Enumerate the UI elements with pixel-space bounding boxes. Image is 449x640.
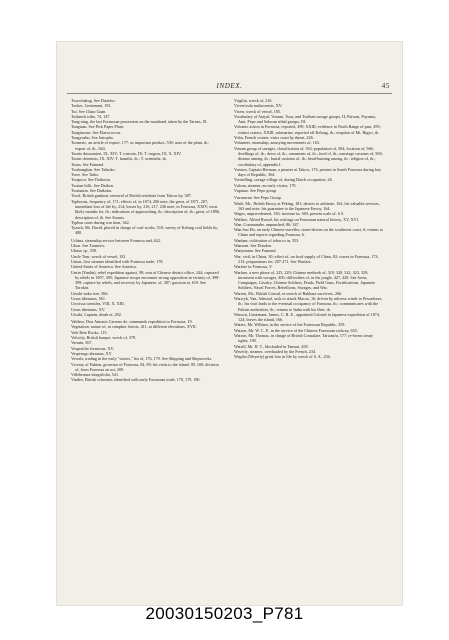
- index-entry: Vuputao. See Pepo group.: [234, 188, 278, 194]
- header-rule: [67, 93, 392, 94]
- running-title: INDEX.: [216, 82, 243, 90]
- index-entry: Ulmus sp., 558.: [71, 248, 98, 254]
- index-entry: Vindex, British schooner, identified with early Formosan trade, 178, 179, 186.: [71, 377, 201, 383]
- index-entry: Twod, British gunboat, removal of British residents from Takow by, 387.: [71, 193, 192, 199]
- index-entry: War, civil, in China, 30; effect of, on food supply of China, 82; scares in Formosa, 173, 213; preparations for, 207-271. See Warfare.: [234, 253, 379, 264]
- index-entry: Tungyushu. See Jatropha.: [71, 135, 114, 141]
- index-entry: Watson, Mr. W. C. P., in the service of the Chinese Formosan railway, 635.: [234, 327, 358, 333]
- index-entry: Vocabulary of Atayal, Vonum, Tsou, and Tsalisen savage groups, II; Paiwan, Puyuma, Ami, Pepo and Sekwan tribal groups, III.: [234, 113, 376, 125]
- index-entry: Vuvanwan. See Pepo Group.: [234, 195, 282, 201]
- index-entry: Urocissa caerulea, VIII, X, XIII.: [71, 301, 125, 307]
- index-entry: Warfare, a new phase of, 225, 229; Chinese methods of, 319, 320, 322, 323, 329; inconsent with savages, 400; difficulties of, in the jungle, 427, 428. See Arms, Campaigns, Cavalry, Chinese Soldiers, Feuds, Field Guns, Fortifications, Japanese Soldiers, Naval Forces, Rebellions, Savages, and War.: [234, 269, 376, 291]
- index-entry: Vonters, Captain Herman, a pioneer at Takow, 173; present in South Formosa during last days of Republic, 364.: [234, 166, 381, 178]
- index-entry: Typhoons, frequency of, 171; effects of, in 1874, 206 note; the great, of 1871, 207; immediate loss of life by, 214; losses by, 216, 217, 236 note; in Formosa, XXIV; most likely months for, ib.; indications of approaching, ib.; description of, ib.; great, of 1896, description of, ib. See Storms.: [71, 198, 221, 220]
- index-entry: Twee. See Taiho.: [71, 172, 100, 178]
- index-entry: Tui. See Chiao Gaan.: [71, 108, 107, 114]
- index-column-right: [234, 98, 384, 360]
- index-entry: Watsill, Mr. H. T., blockaded in Tamsui, 458.: [234, 343, 309, 349]
- index-entry: Vulcan, steamer, an early visitor, 179.: [234, 182, 297, 188]
- index-entry: Vespertilio formosus, XV.: [71, 345, 114, 351]
- page-number: 45: [381, 82, 390, 90]
- index-entry: Twakangkan. See Taikoko.: [71, 166, 116, 172]
- index-entry: Villebrunea integrifolia, 541.: [71, 372, 120, 378]
- index-entry: Wegiba (Weyerly) great loss in life by wreck of S. S., 236.: [234, 354, 331, 360]
- index-entry: Vorstelling, savage village of, during Dutch occupation, 26.: [234, 177, 333, 183]
- index-entry: Ursus tibetanus, XV.: [71, 306, 106, 312]
- index-entry: Union, first steamer identified with Formosa trade, 178.: [71, 258, 164, 264]
- index-entry: Watson, Mr. Thomas, in charge of British Consulate, Taiwanfu, 177; re-forms treaty rights, 190.: [234, 333, 373, 344]
- index-entry: Tucker, Lieutenant, 181.: [71, 103, 112, 109]
- index-entry: Twapoca. See Daikorin.: [71, 177, 111, 183]
- index-entry: Wasson, Lieutenant, James, C. R. E., appointed Colonel in Japanese expedition of 1874, 124; leaves the island, 166.: [234, 311, 380, 323]
- index-entry: Urushi-noko tree, 566.: [71, 290, 109, 296]
- index-entry: Twaschakug. See Daiacho.: [71, 98, 116, 103]
- index-entry: Vegetation, nature of, in camphor forests, 411; at different elevations, XVII.: [71, 324, 197, 330]
- index-entry: Volta, French cruiser, visits coast by threat, 226.: [234, 135, 314, 141]
- index-entry: Wan Sao Ho, an early Chinese traveller, storm-driven on the southwest coast, 6; returns to China and reports regarding Formosa, 6.: [234, 227, 384, 238]
- index-entry: Volunteer, steamship, annoying movements of, 163.: [234, 140, 320, 146]
- index-entry: Turtur chinensis, IX, XIV; T. humilis, ib.; T. orientalis, ib.: [71, 156, 167, 162]
- index-entry: Wallace, Alfred Russel, his writings on Formosan natural history, XV, XVI.: [234, 216, 360, 222]
- index-entry: Turnix dussumieri, IX, XIV; T. rostrata, IX; T. taigoor, IX, X, XIV.: [71, 150, 182, 156]
- index-entry: Wanyuntan. See Famond.: [234, 248, 277, 254]
- book-page: [57, 42, 402, 605]
- index-entry: Wan, Commander, unpunched, 86, 347.: [234, 221, 300, 227]
- index-entry: Ukon. See Turmeric.: [71, 243, 106, 249]
- index-entry: Viceroy of Fukien, governor of Formosa, 84, 99; his visits to the island, 99, 100; division of, from Formosa an act, 209.: [71, 361, 219, 372]
- index-entry: Typhus cases during war time, 342.: [71, 219, 130, 225]
- index-entry: Ursus tibetanus, 561.: [71, 295, 106, 301]
- index-entry: Warren, Mr., British Consul, in search of Bakhara survivors, 266.: [234, 290, 343, 296]
- index-entry: Tuibaeck tribe, 74, 147.: [71, 113, 111, 119]
- index-entry: Velocity, British barque, wreck of, 379.: [71, 335, 137, 341]
- index-entry: Unrin (Yunlin), rebel expedition against, 98; seat of Chinese district office, 244; captured by rebels in 1907, 395; Japanese troops encounter strong opposition in vicinity of, 398-399; capture by rebels, and recovery by Japanese, of, 387; garrison at, 619. See Torokin.: [71, 269, 220, 291]
- index-entry: Utsuki, Captain, death of, 292.: [71, 311, 122, 317]
- index-entry: Tyzack, Mr. David, placed in charge of coal works, 510; survey of Kelung coal fields by, 480.: [71, 225, 219, 236]
- index-entry: Wages, unprecedented, 130; increase in, 369; present scale of, 6 0.: [234, 211, 344, 217]
- index-entry: Vele Rete Rocks, 115.: [71, 329, 108, 335]
- index-entry: Uchina, steamship service between Formosa and, 622.: [71, 237, 162, 243]
- index-entry: Wanban, cultivation of tobacco in, 353.: [234, 237, 300, 243]
- index-entry: Turmeric, an article of export, 177; as important product, 530; uses of the plant, ib.; export of, ib., 644.: [71, 140, 210, 151]
- index-entry: Virgilia, wreck of, 216.: [234, 98, 273, 103]
- index-entry: Valdeso, Don Antonio Carreno de, commands expedition to Formosa, 19.: [71, 319, 193, 325]
- running-header: [67, 82, 392, 92]
- index-entry: Tungtsuvan. See Elaeococcus.: [71, 129, 122, 135]
- index-entry: Wade, Mr., British Envoy at Peking, 181; desires to arbitrate, 162; his valuable services, 163 and note; his guarantee to the Japanese Envoy, 164.: [234, 200, 380, 211]
- index-entry: Tutan. See Famond.: [71, 161, 105, 167]
- index-entry: Vessels, trading in the early "sixties," list of, 176, 179. See Shipping and Shipwrecks.: [71, 356, 213, 362]
- index-entry: Waters, Mr. William, in the service of the Formosan Republic, 359.: [234, 322, 346, 328]
- index-entry: Warwyk, Van, Admiral, sails to attack Macao, 16; driven by adverse winds to Pescadores, ib.; his visit leads to the eventual occupancy of Formosa, ib.; communicates with the Fukien authorities, ib.; returns to India with his fleet, ib.: [234, 295, 383, 312]
- index-entry: Wanwan. See Dondon.: [234, 243, 272, 249]
- index-entry: Tung ning, the last Formosan possession on the mainland, taken by the Tartars, 81.: [71, 119, 208, 125]
- index-entry: Vonum group of savages, classification of, 563; population of, 564; location of, 566; dwellings of, ib.; dress of, ib.; ornaments of, ib.; food of, ib.; marriage customs of, 569; disease among, ib.; burial customs of, ib.; head-hunting among, ib.; religion of, ib.; vocabulary of, appendix I.: [234, 145, 383, 167]
- index-entry: Vesperugo abramus, XV.: [71, 350, 113, 356]
- index-entry: Vixen, wreck of vessel, 185.: [234, 108, 282, 114]
- index-entry: Tungtaau. See Pick Paper Plant.: [71, 124, 124, 130]
- index-entry: Twaiun hills. See Daikon.: [71, 182, 114, 188]
- index-entry: Volcanic action in Formosa, reported, 499, XXIII; evidence in North Range of past, 495; extinct craters, XXIII, submarine, reported off Kelung, ib.; eruption of Mt. Rigyo, ib.: [234, 124, 381, 135]
- index-entry: Vermin, 567.: [71, 340, 93, 346]
- index-entry: Uncle Tom, wreck of vessel, 181.: [71, 253, 127, 259]
- index-entry: Twaiuntin. See Daikoku.: [71, 188, 113, 194]
- archive-caption: 20030150203_P781: [145, 604, 304, 623]
- index-column-left: [71, 98, 221, 383]
- index-entry: Viverricula malaccensis, XV.: [234, 103, 283, 109]
- index-entry: United States of America. See America.: [71, 264, 137, 270]
- index-entry: Warfare in Formosa, V.: [234, 264, 273, 270]
- index-entry: Waverly, steamer, overhauled by the French, 234.: [234, 348, 317, 354]
